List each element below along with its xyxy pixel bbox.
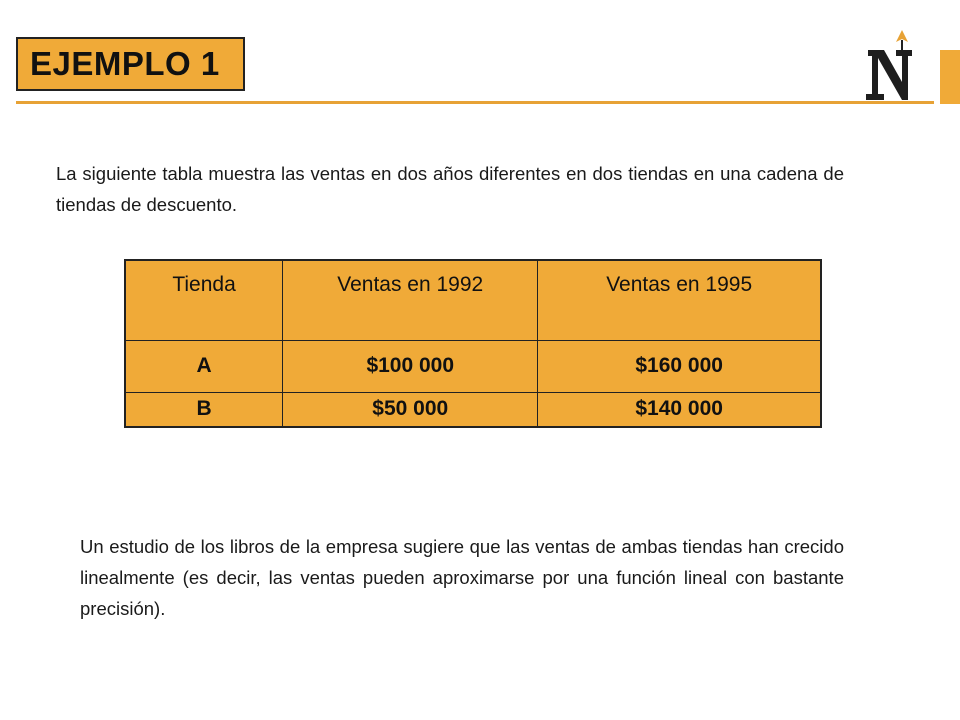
table-cell: $100 000 bbox=[283, 340, 538, 392]
table-cell: B bbox=[125, 392, 283, 427]
table-cell: $140 000 bbox=[538, 392, 821, 427]
header-ventas-1992: Ventas en 1992 bbox=[283, 260, 538, 340]
accent-bar bbox=[940, 50, 960, 104]
header-divider bbox=[16, 101, 934, 104]
table-header-row bbox=[125, 260, 821, 340]
table-cell: $50 000 bbox=[283, 392, 538, 427]
table-row bbox=[125, 340, 821, 392]
table-cell: $160 000 bbox=[538, 340, 821, 392]
conclusion-paragraph: Un estudio de los libros de la empresa sugiere que las ventas de ambas tiendas han crecido linealmente (es decir, las ventas pueden aproximarse por una función lineal con bastante precisión). bbox=[80, 535, 844, 619]
header-ventas-1995: Ventas en 1995 bbox=[538, 260, 821, 340]
table-row bbox=[125, 392, 821, 427]
sales-table bbox=[124, 259, 822, 428]
header-tienda: Tienda bbox=[125, 260, 283, 340]
n-compass-logo-icon bbox=[862, 28, 918, 102]
table-cell: A bbox=[125, 340, 283, 392]
intro-paragraph: La siguiente tabla muestra las ventas en dos años diferentes en dos tiendas en una cadena de tiendas de descuento. bbox=[56, 162, 844, 215]
slide-title: EJEMPLO 1 bbox=[16, 37, 245, 91]
